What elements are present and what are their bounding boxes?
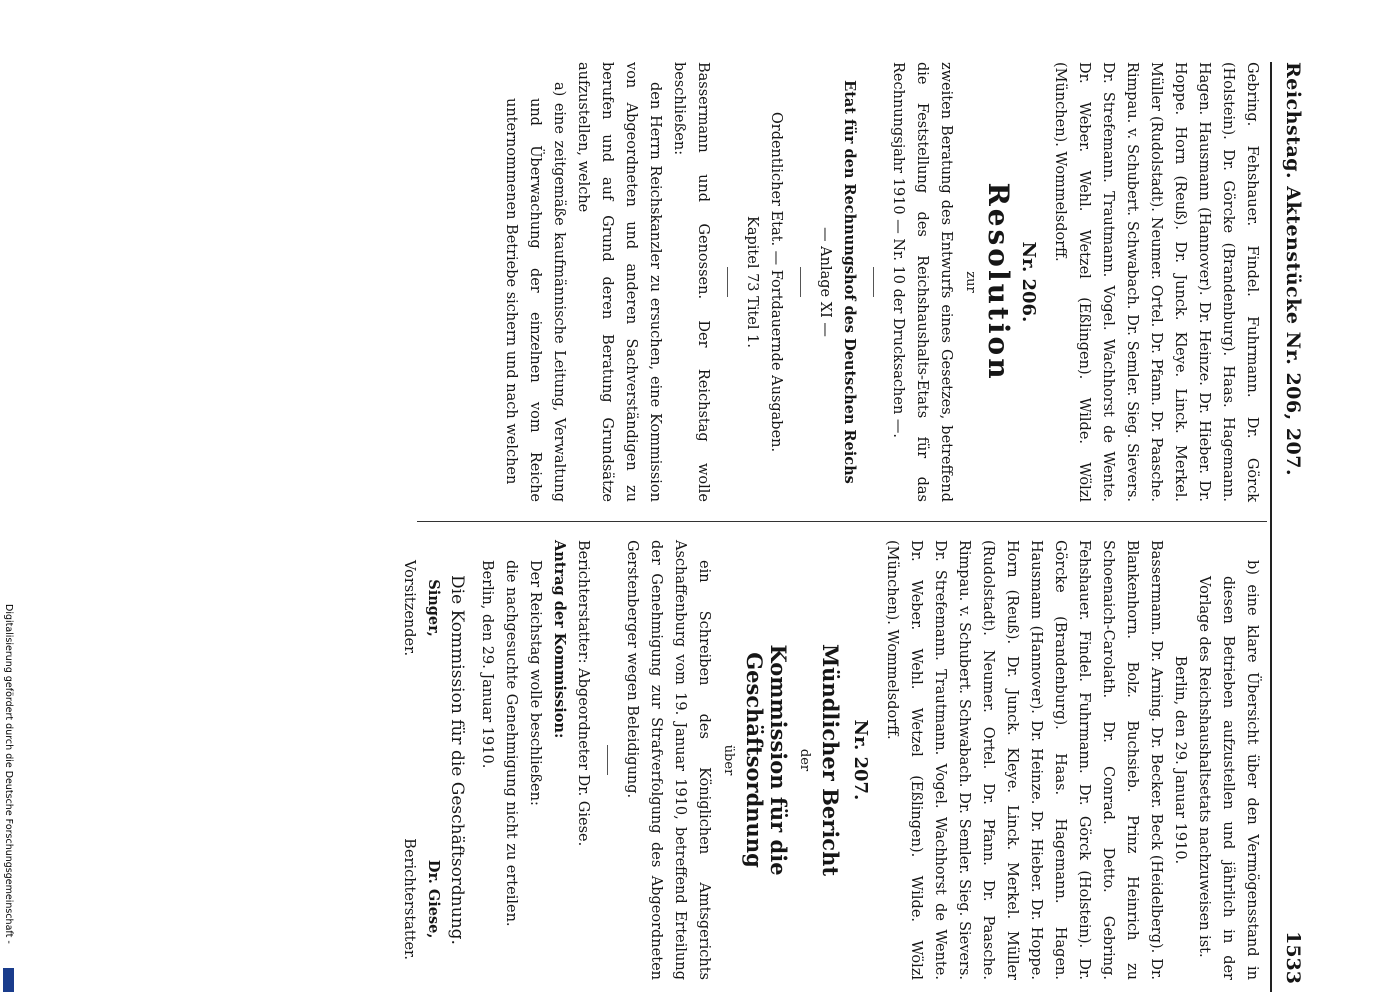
- reporter-signature: [397, 838, 445, 960]
- der-label: der: [797, 748, 812, 772]
- berichterstatter-line: Berichterstatter: Abgeordneter Dr. Giese.: [575, 540, 591, 847]
- chair-name: Singer,: [425, 579, 442, 637]
- date-line: Berlin, den 29. Januar 1910.: [479, 560, 495, 769]
- signatories-list: Bassermann. Dr. Arning. Dr. Becker. Beck (Heidelberg). Dr. Blankenhorn. Bolz. Buchsieb. Prinz Heinrich zu Schoenaich-Carolath. Dr. Conrad. Detto. Gebring. Fehshauer. Findel. Fuhrmann. Dr. Görck (Holstein). Dr. Görcke (Brandenburg). Haas. Hagemann. Hagen. Hausmann (Hannover). Dr. Heinze. Dr. Hieber. Dr. Hoppe. Horn (Reuß). Dr. Junck. Kleye. Linck. Merkel. Müller (Rudolstadt). Neumer. Ortel. Dr. Pfann. Dr. Paasche. Rimpau. v. Schubert. Schwabach. Dr. Semler. Sieg. Sievers. Dr. Strefemann. Trautmann. Vogel. Wachhorst de Wente. Dr. Weber. Wehl. Wetzel (Eßlingen). Wilde. Wölzl (München). Wommelsdorff.: [884, 540, 1164, 980]
- motion-item-a: a) eine zeitgemäße kaufmännische Leitung, Verwaltung und Überwachung der einzelnen vom Reiche unternommenen Betriebe sichern und nach welchen: [503, 82, 567, 502]
- funding-note: Digitalisierung gefördert durch die Deutsche Forschungsgemeinschaft -: [3, 604, 14, 944]
- separator: [607, 745, 608, 775]
- separator: [800, 267, 801, 297]
- right-column: [397, 540, 1264, 980]
- motion-intro: Bassermann und Genossen. Der Reichstag wolle beschließen:: [671, 62, 711, 502]
- resolution-heading: Resolution: [982, 182, 1015, 382]
- anlage-label: — Anlage XI —: [817, 227, 833, 337]
- closing-line: Die Kommission für die Geschäftsordnung.: [447, 575, 467, 945]
- motion-body: den Herrn Reichskanzler zu ersuchen, eine Kommission von Abgeordneten und anderen Sachverständigen zu berufen und auf Grund deren Beratung Grundsätze aufzustellen, welche: [575, 62, 663, 502]
- left-column: [499, 62, 1264, 502]
- antrag-text-1: Der Reichstag wolle beschließen:: [527, 560, 543, 806]
- reporter-name: Dr. Giese,: [425, 859, 442, 939]
- motion-item-b: b) eine klare Übersicht über den Vermögensstand in diesen Betrieben aufzustellen und jährlich in der Vorlage des Reichshaushaltsetats nachzuweisen ist.: [1196, 560, 1260, 980]
- document-page: [387, 62, 1312, 992]
- etat-title: Etat für den Rechnungshof des Deutschen Reichs: [841, 80, 858, 484]
- document-number: Nr. 207.: [850, 719, 871, 801]
- header-title: Reichstag. Aktenstücke Nr. 206, 207.: [1282, 62, 1304, 477]
- etat-line-2: Kapitel 73 Titel 1.: [744, 216, 760, 348]
- antrag-text-2: die nachgesuchte Genehmigung nicht zu erteilen.: [503, 560, 519, 927]
- date-line: Berlin, den 29. Januar 1910.: [1172, 655, 1188, 865]
- page-header: [1270, 62, 1312, 992]
- column-divider: [417, 521, 1267, 522]
- document-number: Nr. 206.: [1018, 241, 1039, 323]
- separator: [727, 267, 728, 297]
- ueber-label: über: [721, 744, 736, 776]
- funding-footer: [4, 604, 16, 994]
- zur-label: zur: [963, 271, 978, 293]
- antrag-heading: Antrag der Kommission:: [551, 540, 568, 739]
- report-heading: Mündlicher Bericht: [818, 643, 843, 877]
- signature-block: [397, 540, 445, 980]
- resolution-subject: zweiten Beratung des Entwurfs eines Gesetzes, betreffend die Feststellung des Reichshaushalts-Etats für das Rechnungsjahr 1910 — Nr. 10 der Drucksachen —.: [890, 62, 954, 502]
- dfg-logo: [3, 968, 14, 992]
- reporter-role: Berichterstatter.: [401, 838, 417, 960]
- page-number: 1533: [1282, 931, 1304, 984]
- etat-line-1: Ordentlicher Etat. — Fortdauernde Ausgaben.: [768, 111, 784, 453]
- signatories-list: Gebring. Fehshauer. Findel. Fuhrmann. Dr. Görck (Holstein). Dr. Görcke (Brandenburg). Haas. Hagemann. Hagen. Hausmann (Hannover). Dr. Heinze. Dr. Hieber. Dr. Hoppe. Horn (Reuß). Dr. Junck. Kleye. Linck. Merkel. Müller (Rudolstadt). Neumer. Ortel. Dr. Pfann. Dr. Paasche. Rimpau. v. Schubert. Schwabach. Dr. Semler. Sieg. Sievers. Dr. Strefemann. Trautmann. Vogel. Wachhorst de Wente. Dr. Weber. Wehl. Wetzel (Eßlingen). Wilde. Wölzl (München). Wommelsdorff.: [1052, 62, 1260, 502]
- chair-role: Vorsitzender.: [401, 560, 417, 657]
- report-text: ein Schreiben des Königlichen Amtsgerichts Aschaffenburg vom 19. Januar 1910, betreffend Erteilung der Genehmigung zur Strafverfolgung des Abgeordneten Gerstenberger wegen Beleidigung.: [624, 540, 712, 980]
- commission-heading: Kommission für die Geschäftsordnung: [742, 644, 791, 876]
- chair-signature: [397, 560, 445, 656]
- separator: [873, 267, 874, 297]
